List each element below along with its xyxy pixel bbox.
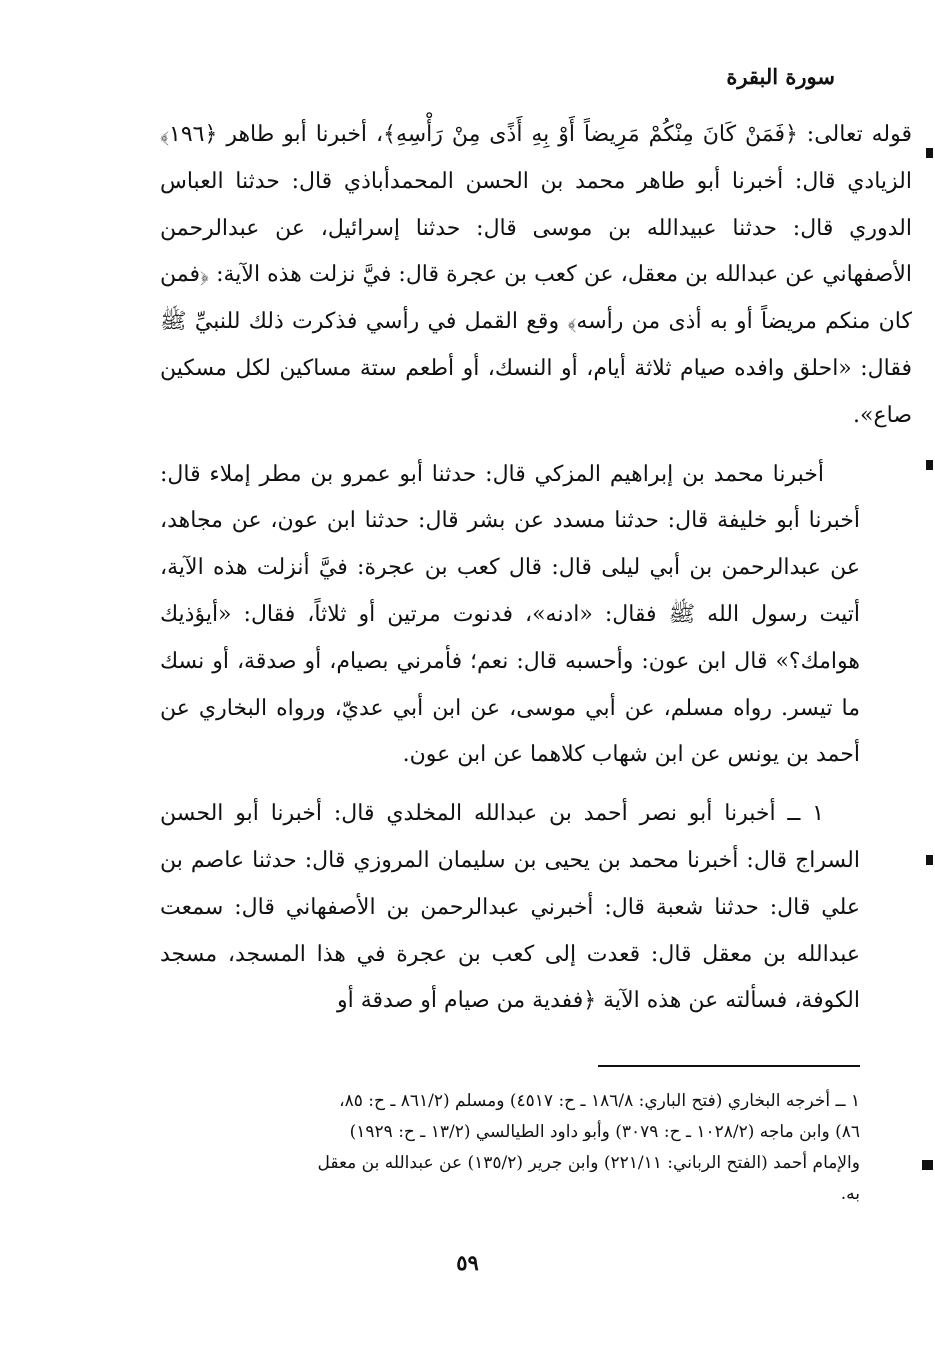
paragraph-verse-196: قوله تعالى: ﴿فَمَنْ كَانَ مِنْكُمْ مَرِيضاً أَوْ بِهِ أَذًى مِنْ رَأْسِهِ﴾، أخبرنا أبو طاهر ﴿١٩٦﴾ الزيادي قال: أخبرنا أبو طاهر محمد بن الحسن المحمدأباذي قال: حدثنا العباس الدوري قال: حدثنا عبيدالله بن موسى قال: حدثنا إسرائيل، عن عبدالرحمن الأصفهاني عن عبدالله بن معقل، عن كعب بن عجرة قال: فيَّ نزلت هذه الآية: ﴿فمن كان منكم مريضاً أو به أذى من رأسه﴾ وقع القمل في رأسي فذكرت ذلك للنبيِّ ﷺ فقال: «احلق وافده صيام ثلاثة أيام، أو النسك، أو أطعم ستة مساكين لكل مسكين صاع». — [160, 122, 912, 428]
footnote-line: والإمام أحمد (الفتح الرباني: ٢٢١/١١) وابن جرير (١٣٥/٢) عن عبدالله بن معقل — [317, 1153, 860, 1173]
scan-edge-mark — [926, 460, 933, 470]
page-number: ٥٩ — [456, 1250, 479, 1275]
footnote-line: ١ ــ أخرجه البخاري (فتح الباري: ١٨٦/٨ ـ ح: ٤٥١٧) ومسلم (٨٦١/٢ ـ ح: ٨٥، — [339, 1091, 860, 1111]
paragraph-hadith-muzakki: أخبرنا محمد بن إبراهيم المزكي قال: حدثنا أبو عمرو بن مطر إملاء قال: أخبرنا أبو خليفة قال: حدثنا مسدد عن بشر قال: حدثنا ابن عون، عن مجاهد، عن عبدالرحمن بن أبي ليلى قال: قال كعب بن عجرة: فيَّ أنزلت هذه الآية، أتيت رسول الله ﷺ فقال: «ادنه»، فدنوت مرتين أو ثلاثاً، فقال: «أيؤذيك هوامك؟» قال ابن عون: وأحسبه قال: نعم؛ فأمرني بصيام، أو صدقة، أو نسك ما تيسر. رواه مسلم، عن أبي موسى، عن ابن أبي عديّ، ورواه البخاري عن أحمد بن يونس عن ابن شهاب كلاهما عن ابن عون. — [160, 461, 860, 768]
footnote-separator — [598, 1065, 860, 1067]
footnote-line: به. — [840, 1184, 860, 1204]
scan-edge-mark — [926, 148, 933, 158]
main-text — [160, 112, 912, 1037]
scan-edge-mark — [922, 1160, 933, 1170]
running-header-surah-title: سورة البقرة — [726, 64, 835, 89]
scan-edge-mark — [926, 855, 933, 865]
footnotes — [160, 1086, 860, 1210]
paragraph-hadith-1: ١ ــ أخبرنا أبو نصر أحمد بن عبدالله المخلدي قال: أخبرنا أبو الحسن السراج قال: أخبرنا محمد بن يحيى بن سليمان المروزي قال: حدثنا عاصم بن علي قال: حدثنا شعبة قال: أخبرني عبدالرحمن بن الأصفهاني قال: سمعت عبدالله بن معقل قال: قعدت إلى كعب بن عجرة في هذا المسجد، مسجد الكوفة، فسألته عن هذه الآية ﴿ففدية من صيام أو صدقة أو — [160, 801, 860, 1014]
footnote-line: ٨٦) وابن ماجه (١٠٢٨/٢ ـ ح: ٣٠٧٩) وأبو داود الطيالسي (١٣/٢ ـ ح: ١٩٢٩) — [349, 1122, 860, 1142]
